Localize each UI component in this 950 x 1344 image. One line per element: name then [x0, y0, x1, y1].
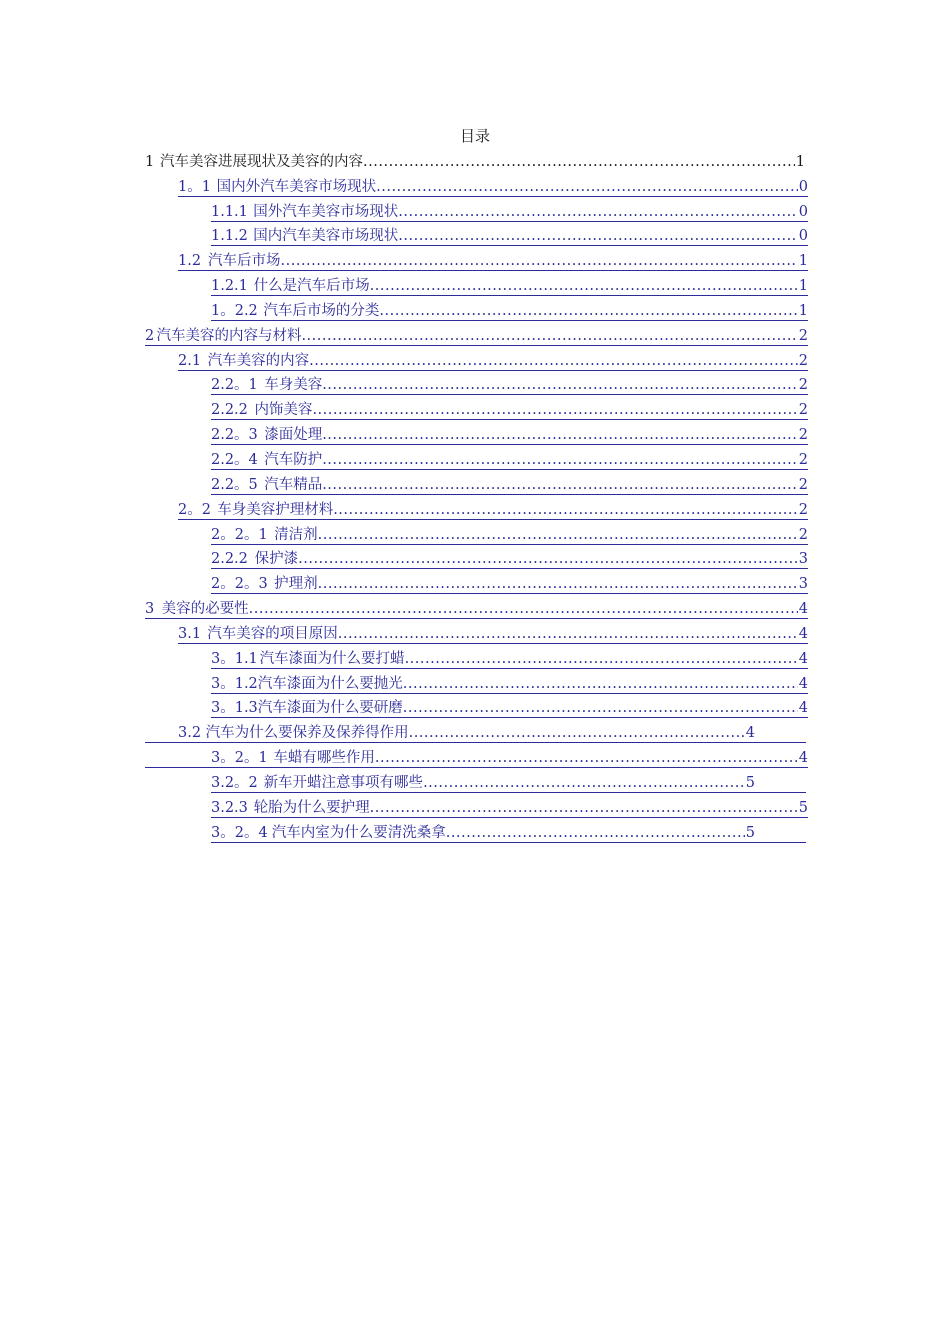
toc-entry[interactable]: [0, 323, 808, 348]
toc-entry-page: 1: [798, 278, 808, 295]
toc-entry-page: 4: [798, 675, 808, 692]
toc-entry-page: 0: [798, 203, 808, 220]
toc-entry-page: 0: [798, 178, 808, 195]
toc-link-underline: [211, 419, 808, 420]
toc-entry-title: 汽车漆面为什么要打蜡: [259, 650, 405, 667]
toc-entry[interactable]: [0, 596, 808, 621]
toc-entry-page: 4: [798, 601, 808, 618]
toc-entry[interactable]: [0, 397, 808, 422]
toc-entry-number: 1。2.2: [211, 302, 258, 319]
toc-link-underline: [211, 245, 808, 246]
toc-entry[interactable]: [0, 720, 755, 745]
toc-entry-number: 3.2。2: [211, 774, 258, 791]
toc-leader-dots: [322, 451, 798, 469]
toc-entry-page: 1: [798, 302, 808, 319]
toc-entry[interactable]: [0, 373, 808, 398]
toc-entry-number: 1。1: [178, 178, 211, 195]
toc-link-underline: [211, 221, 808, 222]
toc-entry-title: 车身美容: [264, 377, 323, 394]
toc-entry[interactable]: [0, 770, 755, 795]
toc-entry-title: 汽车后市场: [208, 253, 281, 270]
toc-entry-number: 2.2。3: [211, 427, 258, 444]
toc-entry-number: 3。2。4: [211, 824, 268, 841]
toc-entry-title: 国内外汽车美容市场现状: [216, 178, 377, 195]
toc-leader-dots: [322, 376, 798, 394]
toc-entry-title: 汽车内室为什么要清洗桑拿: [271, 824, 446, 841]
toc-link-underline: [178, 370, 808, 371]
toc-entry-title: 内饰美容: [254, 402, 313, 419]
toc-entry-page: 2: [798, 352, 808, 369]
toc-link-underline: [211, 842, 806, 843]
toc-entry-number: 2.2。4: [211, 451, 258, 468]
toc-link-underline: [211, 320, 808, 321]
toc-entry[interactable]: [0, 348, 808, 373]
toc-entry[interactable]: [0, 547, 808, 572]
toc-entry[interactable]: [0, 273, 808, 298]
toc-entry-number: 3.2.3: [211, 799, 248, 816]
toc-entry[interactable]: [0, 199, 808, 224]
toc-entry-title: 漆面处理: [264, 427, 323, 444]
toc-entry-title: 汽车美容的内容: [207, 352, 310, 369]
toc-entry-title: 汽车漆面为什么要研磨: [257, 700, 403, 717]
toc-link-underline: [211, 568, 808, 569]
toc-entry-page: 2: [798, 451, 808, 468]
toc-entry-title: 清洁剂: [274, 526, 318, 543]
toc-entry-page: 0: [798, 228, 808, 245]
toc-entry-number: 2.2。5: [211, 476, 258, 493]
toc-entry-number: 2。2。3: [211, 576, 268, 593]
toc-leader-dots: [398, 227, 797, 245]
toc-entry-number: 1.1.2: [211, 228, 248, 245]
toc-entry-title: 护理剂: [274, 576, 318, 593]
toc-leader-dots: [318, 575, 798, 593]
toc-entry-number: 2。2。1: [211, 526, 268, 543]
toc-leader-dots: [298, 550, 798, 568]
toc-entry-number: 2: [145, 327, 155, 344]
toc-link-underline: [211, 444, 808, 445]
toc-leader-dots: [312, 401, 797, 419]
toc-entry[interactable]: [0, 497, 808, 522]
toc-entry-title: 保护漆: [254, 551, 299, 568]
toc-link-underline: [211, 668, 808, 669]
toc-leader-dots: [446, 824, 745, 842]
toc-link-underline: [145, 345, 808, 346]
toc-entry-page: 4: [798, 700, 808, 717]
toc-entry-number: 3。1.3: [211, 700, 258, 717]
toc-entry-title: 轮胎为什么要护理: [253, 799, 370, 816]
toc-entry-number: 2。2: [178, 501, 211, 518]
toc-entry-title: 汽车防护: [264, 451, 323, 468]
toc-entry-number: 1.2.1: [211, 278, 248, 295]
toc-entry-page: 3: [798, 576, 808, 593]
toc-entry-page: 1: [798, 253, 808, 270]
toc-entry[interactable]: [0, 248, 808, 273]
toc-entry-number: 3.1: [178, 625, 202, 642]
toc-entry-title: 美容的必要性: [161, 601, 249, 618]
toc-entry[interactable]: [0, 795, 808, 820]
toc-link-underline: [145, 767, 808, 768]
toc-link-underline: [211, 717, 808, 718]
toc-entry-page: 2: [798, 402, 808, 419]
toc-entry-number: 1: [145, 153, 155, 170]
toc-leader-dots: [403, 675, 798, 693]
toc-entry[interactable]: [0, 422, 808, 447]
toc-link-underline: [145, 618, 808, 619]
toc-link-underline: [211, 494, 808, 495]
toc-entry[interactable]: [0, 571, 808, 596]
toc-leader-dots: [301, 327, 797, 345]
toc-leader-dots: [309, 352, 798, 370]
toc-leader-dots: [398, 203, 797, 221]
toc-link-underline: [178, 519, 808, 520]
toc-entry-number: 2.2.2: [211, 551, 248, 568]
toc-entry[interactable]: [0, 522, 808, 547]
toc-entry-page: 4: [798, 750, 808, 767]
toc-leader-dots: [375, 749, 798, 767]
toc-entry[interactable]: [0, 621, 808, 646]
toc-entry-page: 5: [798, 799, 808, 816]
toc-leader-dots: [370, 277, 798, 295]
toc-leader-dots: [318, 526, 798, 544]
toc-entry-number: 3: [145, 601, 155, 618]
toc-entry[interactable]: [0, 646, 808, 671]
toc-entry-page: 4: [798, 650, 808, 667]
toc-leader-dots: [405, 650, 798, 668]
toc-entry-number: 1.2: [178, 253, 202, 270]
toc-entry-title: 汽车后市场的分类: [263, 302, 380, 319]
toc-link-underline: [178, 270, 808, 271]
toc-entry-page: 2: [798, 526, 808, 543]
toc-leader-dots: [403, 699, 798, 717]
toc-leader-dots: [322, 426, 798, 444]
toc-entry-number: 3。1.1: [211, 650, 258, 667]
toc-entry-number: 1.1.1: [211, 203, 248, 220]
toc-entry-page: 1: [795, 153, 805, 170]
toc-link-underline: [145, 742, 806, 743]
toc-heading: 目录: [459, 127, 490, 145]
toc-entry-page: 2: [798, 427, 808, 444]
toc-entry[interactable]: [0, 174, 808, 199]
toc-leader-dots: [249, 600, 798, 618]
toc-entry-page: 3: [798, 551, 808, 568]
toc-entry[interactable]: [0, 671, 808, 696]
toc-link-underline: [211, 593, 808, 594]
toc-link-underline: [211, 792, 806, 793]
toc-entry-page: 5: [745, 824, 755, 841]
toc-link-underline: [211, 817, 808, 818]
toc-link-underline: [178, 643, 808, 644]
toc-leader-dots: [338, 625, 798, 643]
toc-entry: [0, 149, 805, 174]
toc-entry[interactable]: [0, 820, 755, 845]
toc-entry[interactable]: [0, 224, 808, 249]
toc-entry-page: 4: [745, 725, 755, 742]
toc-entry-number: 2.2.2: [211, 402, 248, 419]
toc-leader-dots: [379, 302, 797, 320]
toc-link-underline: [211, 693, 808, 694]
toc-leader-dots: [423, 774, 745, 792]
toc-entry-title: 汽车精品: [264, 476, 323, 493]
toc-entry-title: 汽车美容进展现状及美容的内容: [160, 153, 364, 170]
toc-entry[interactable]: [0, 447, 808, 472]
toc-entry-number: 3。1.2: [211, 675, 258, 692]
toc-link-underline: [178, 196, 808, 197]
toc-leader-dots: [409, 724, 745, 742]
toc-entry-title: 新车开蜡注意事项有哪些: [263, 774, 424, 791]
toc-entry-page: 2: [798, 327, 808, 344]
toc-entry-number: 3。2。1: [211, 750, 268, 767]
toc-entry-page: 4: [798, 625, 808, 642]
table-of-contents: [0, 149, 950, 845]
toc-link-underline: [211, 544, 808, 545]
toc-entry[interactable]: [0, 298, 808, 323]
toc-entry-page: 2: [798, 501, 808, 518]
toc-entry-page: 5: [745, 774, 755, 791]
toc-leader-dots: [370, 799, 798, 817]
toc-entry-page: 2: [798, 476, 808, 493]
toc-leader-dots: [281, 252, 798, 270]
toc-leader-dots: [322, 476, 798, 494]
toc-entry-page: 2: [798, 377, 808, 394]
toc-leader-dots: [333, 501, 798, 519]
toc-entry-number: 3.2: [178, 725, 202, 742]
toc-entry-title: 什么是汽车后市场: [253, 278, 370, 295]
toc-leader-dots: [376, 178, 798, 196]
toc-entry-title: 国外汽车美容市场现状: [253, 203, 399, 220]
toc-link-underline: [211, 394, 808, 395]
toc-entry[interactable]: [0, 696, 808, 721]
toc-entry-number: 2.2。1: [211, 377, 258, 394]
toc-link-underline: [211, 469, 808, 470]
toc-entry[interactable]: [0, 745, 808, 770]
toc-leader-dots: [363, 153, 795, 171]
toc-entry-title: 汽车漆面为什么要抛光: [257, 675, 403, 692]
toc-entry-title: 车身美容护理材料: [217, 501, 334, 518]
toc-entry-title: 汽车美容的项目原因: [207, 625, 338, 642]
toc-entry-title: 汽车美容的内容与材料: [156, 327, 302, 344]
toc-entry-title: 汽车为什么要保养及保养得作用: [205, 725, 409, 742]
toc-entry[interactable]: [0, 472, 808, 497]
toc-entry-title: 国内汽车美容市场现状: [253, 228, 399, 245]
toc-entry-number: 2.1: [178, 352, 202, 369]
toc-entry-title: 车蜡有哪些作用: [273, 750, 375, 767]
toc-link-underline: [211, 295, 808, 296]
